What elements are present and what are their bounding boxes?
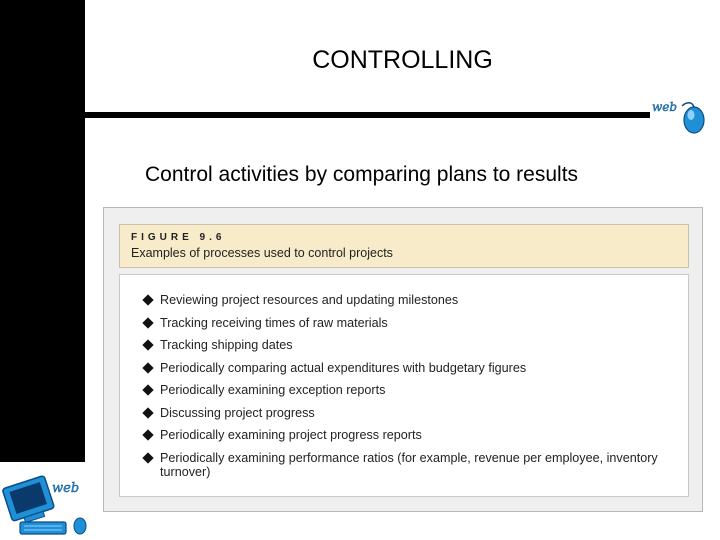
diamond-bullet-icon <box>142 339 153 350</box>
svg-text:web: web <box>52 481 80 496</box>
list-item: Discussing project progress <box>144 406 674 420</box>
figure-body <box>119 274 689 497</box>
figure-caption: Examples of processes used to control projects <box>131 246 393 260</box>
figure-panel <box>103 207 703 512</box>
diamond-bullet-icon <box>142 362 153 373</box>
process-list <box>144 293 674 487</box>
list-item: Periodically examining performance ratios (for example, revenue per employee, inventory turnover) <box>144 451 674 479</box>
list-item: Reviewing project resources and updating milestones <box>144 293 674 307</box>
diamond-bullet-icon <box>142 429 153 440</box>
diamond-bullet-icon <box>142 384 153 395</box>
figure-label: FIGURE 9.6 <box>131 232 226 243</box>
list-item: Tracking receiving times of raw materials <box>144 316 674 330</box>
diamond-bullet-icon <box>142 407 153 418</box>
list-item: Periodically comparing actual expenditures with budgetary figures <box>144 361 674 375</box>
computer-web-icon <box>0 462 102 540</box>
list-item: Periodically examining exception reports <box>144 383 674 397</box>
figure-header <box>119 224 689 268</box>
title-divider <box>85 112 650 118</box>
web-mouse-icon <box>648 96 712 140</box>
diamond-bullet-icon <box>142 317 153 328</box>
slide-title: CONTROLLING <box>312 46 493 74</box>
list-item: Periodically examining project progress reports <box>144 428 674 442</box>
svg-text:web: web <box>652 100 678 114</box>
list-item: Tracking shipping dates <box>144 338 674 352</box>
diamond-bullet-icon <box>142 294 153 305</box>
diamond-bullet-icon <box>142 452 153 463</box>
slide-subtitle: Control activities by comparing plans to results <box>145 163 579 186</box>
left-black-bar <box>0 0 85 462</box>
